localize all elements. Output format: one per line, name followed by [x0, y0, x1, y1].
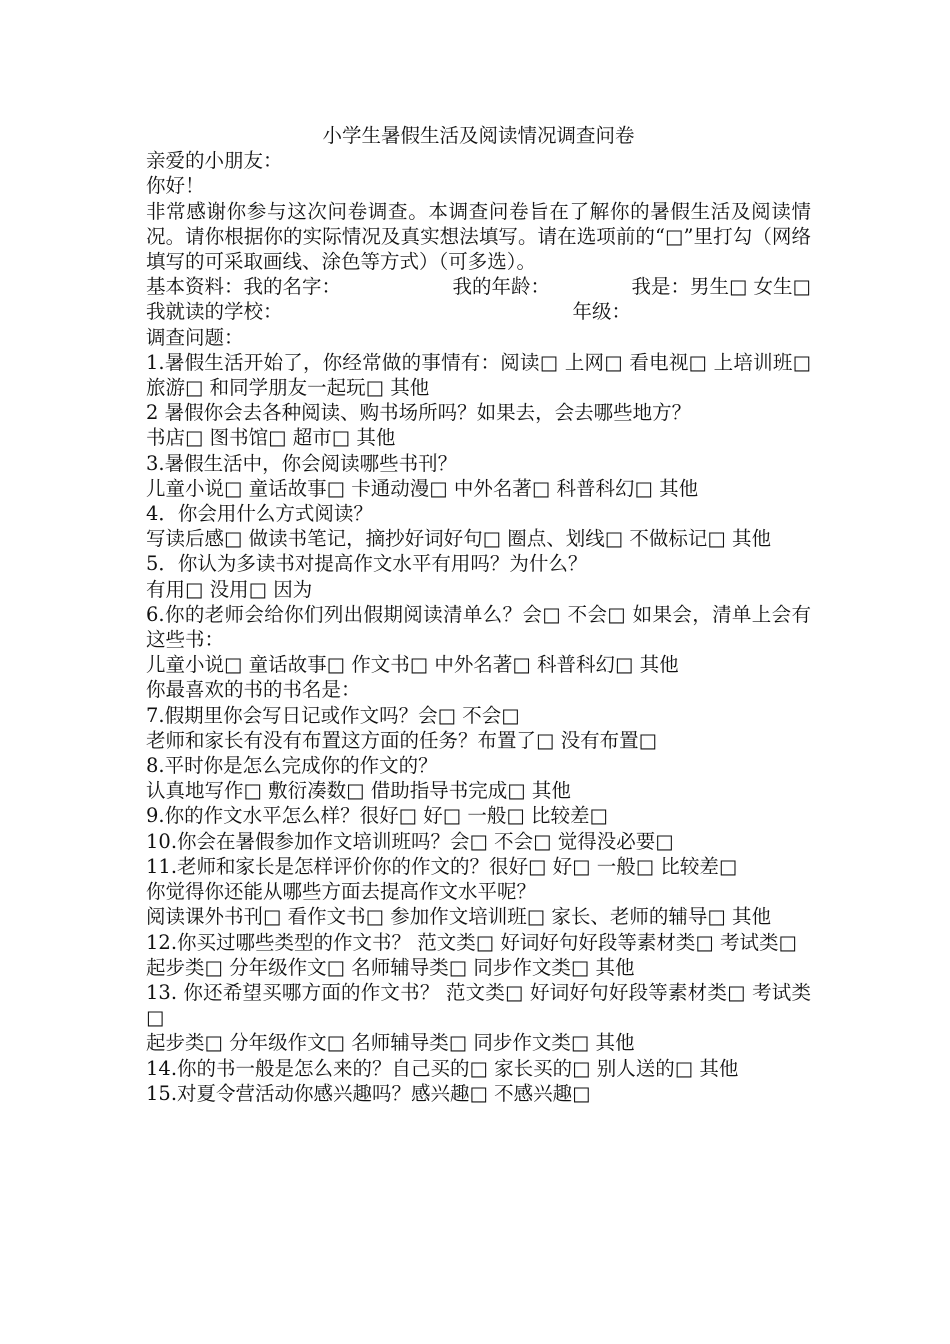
name-label: 基本资料：我的名字： — [146, 275, 342, 299]
question-line: 书店□ 图书馆□ 超市□ 其他 — [146, 426, 396, 450]
age-label: 我的年龄： — [452, 275, 550, 299]
question-line: 4．你会用什么方式阅读？ — [146, 502, 373, 526]
question-line: 12.你买过哪些类型的作文书？ 范文类□ 好词好句好段等素材类□ 考试类□ — [146, 930, 797, 954]
gender-label: 我是：男生□ 女生□ — [631, 275, 811, 299]
question-line: 写读后感□ 做读书笔记，摘抄好词好句□ 圈点、划线□ 不做标记□ 其他 — [146, 527, 771, 551]
question-line: 1.暑假生活开始了，你经常做的事情有：阅读□ 上网□ 看电视□ 上培训班□ 旅游□ 和同学朋友一起玩□ 其他 — [146, 350, 811, 400]
greeting: 亲爱的小朋友： — [146, 149, 283, 173]
question-line: 认真地写作□ 敷衍凑数□ 借助指导书完成□ 其他 — [146, 779, 571, 803]
question-line: 阅读课外书刊□ 看作文书□ 参加作文培训班□ 家长、老师的辅导□ 其他 — [146, 905, 771, 929]
question-line: 11.老师和家长是怎样评价你的作文的？很好□ 好□ 一般□ 比较差□ — [146, 854, 738, 878]
question-line: 儿童小说□ 童话故事□ 卡通动漫□ 中外名著□ 科普科幻□ 其他 — [146, 476, 699, 500]
question-line: 8.平时你是怎么完成你的作文的？ — [146, 754, 438, 778]
hello-line: 你好！ — [146, 174, 205, 198]
question-line: 15.对夏令营活动你感兴趣吗？感兴趣□ 不感兴趣□ — [146, 1081, 591, 1105]
intro-paragraph: 非常感谢你参与这次问卷调查。本调查问卷旨在了解你的暑假生活及阅读情况。请你根据你的实际情况及真实想法填写。请在选项前的“□”里打勾（网络填写的可采取画线、涂色等方式）（可多选）。 — [146, 199, 811, 274]
question-line: 起步类□ 分年级作文□ 名师辅导类□ 同步作文类□ 其他 — [146, 1031, 635, 1055]
question-line: 7.假期里你会写日记或作文吗？会□ 不会□ — [146, 703, 520, 727]
survey-document — [146, 123, 811, 1106]
question-line: 10.你会在暑假参加作文培训班吗？会□ 不会□ 觉得没必要□ — [146, 829, 674, 853]
document-title: 小学生暑假生活及阅读情况调查问卷 — [322, 124, 635, 147]
question-line: 9.你的作文水平怎么样？很好□ 好□ 一般□ 比较差□ — [146, 804, 608, 828]
question-line: 6.你的老师会给你们列出假期阅读清单么？会□ 不会□ 如果会，清单上会有这些书： — [146, 602, 811, 652]
question-line: 13. 你还希望买哪方面的作文书？ 范文类□ 好词好句好段等素材类□ 考试类□ — [146, 980, 811, 1030]
question-line: 14.你的书一般是怎么来的？自己买的□ 家长买的□ 别人送的□ 其他 — [146, 1056, 739, 1080]
question-line: 2 暑假你会去各种阅读、购书场所吗？如果去，会去哪些地方？ — [146, 401, 692, 425]
basic-info-row-1 — [146, 274, 811, 299]
question-line: 你觉得你还能从哪些方面去提高作文水平呢？ — [146, 880, 537, 904]
basic-info-row-2 — [146, 299, 811, 324]
school-label: 我就读的学校： — [146, 300, 283, 324]
question-line: 5．你认为多读书对提高作文水平有用吗？为什么？ — [146, 552, 588, 576]
grade-label: 年级： — [572, 300, 632, 324]
question-line: 儿童小说□ 童话故事□ 作文书□ 中外名著□ 科普科幻□ 其他 — [146, 653, 679, 677]
questions-heading: 调查问题： — [146, 325, 244, 349]
question-line: 起步类□ 分年级作文□ 名师辅导类□ 同步作文类□ 其他 — [146, 955, 635, 979]
question-line: 你最喜欢的书的书名是： — [146, 678, 361, 702]
question-line: 老师和家长有没有布置这方面的任务？布置了□ 没有布置□ — [146, 728, 658, 752]
question-line: 3.暑假生活中，你会阅读哪些书刊？ — [146, 451, 458, 475]
question-line: 有用□ 没用□ 因为 — [146, 577, 313, 601]
